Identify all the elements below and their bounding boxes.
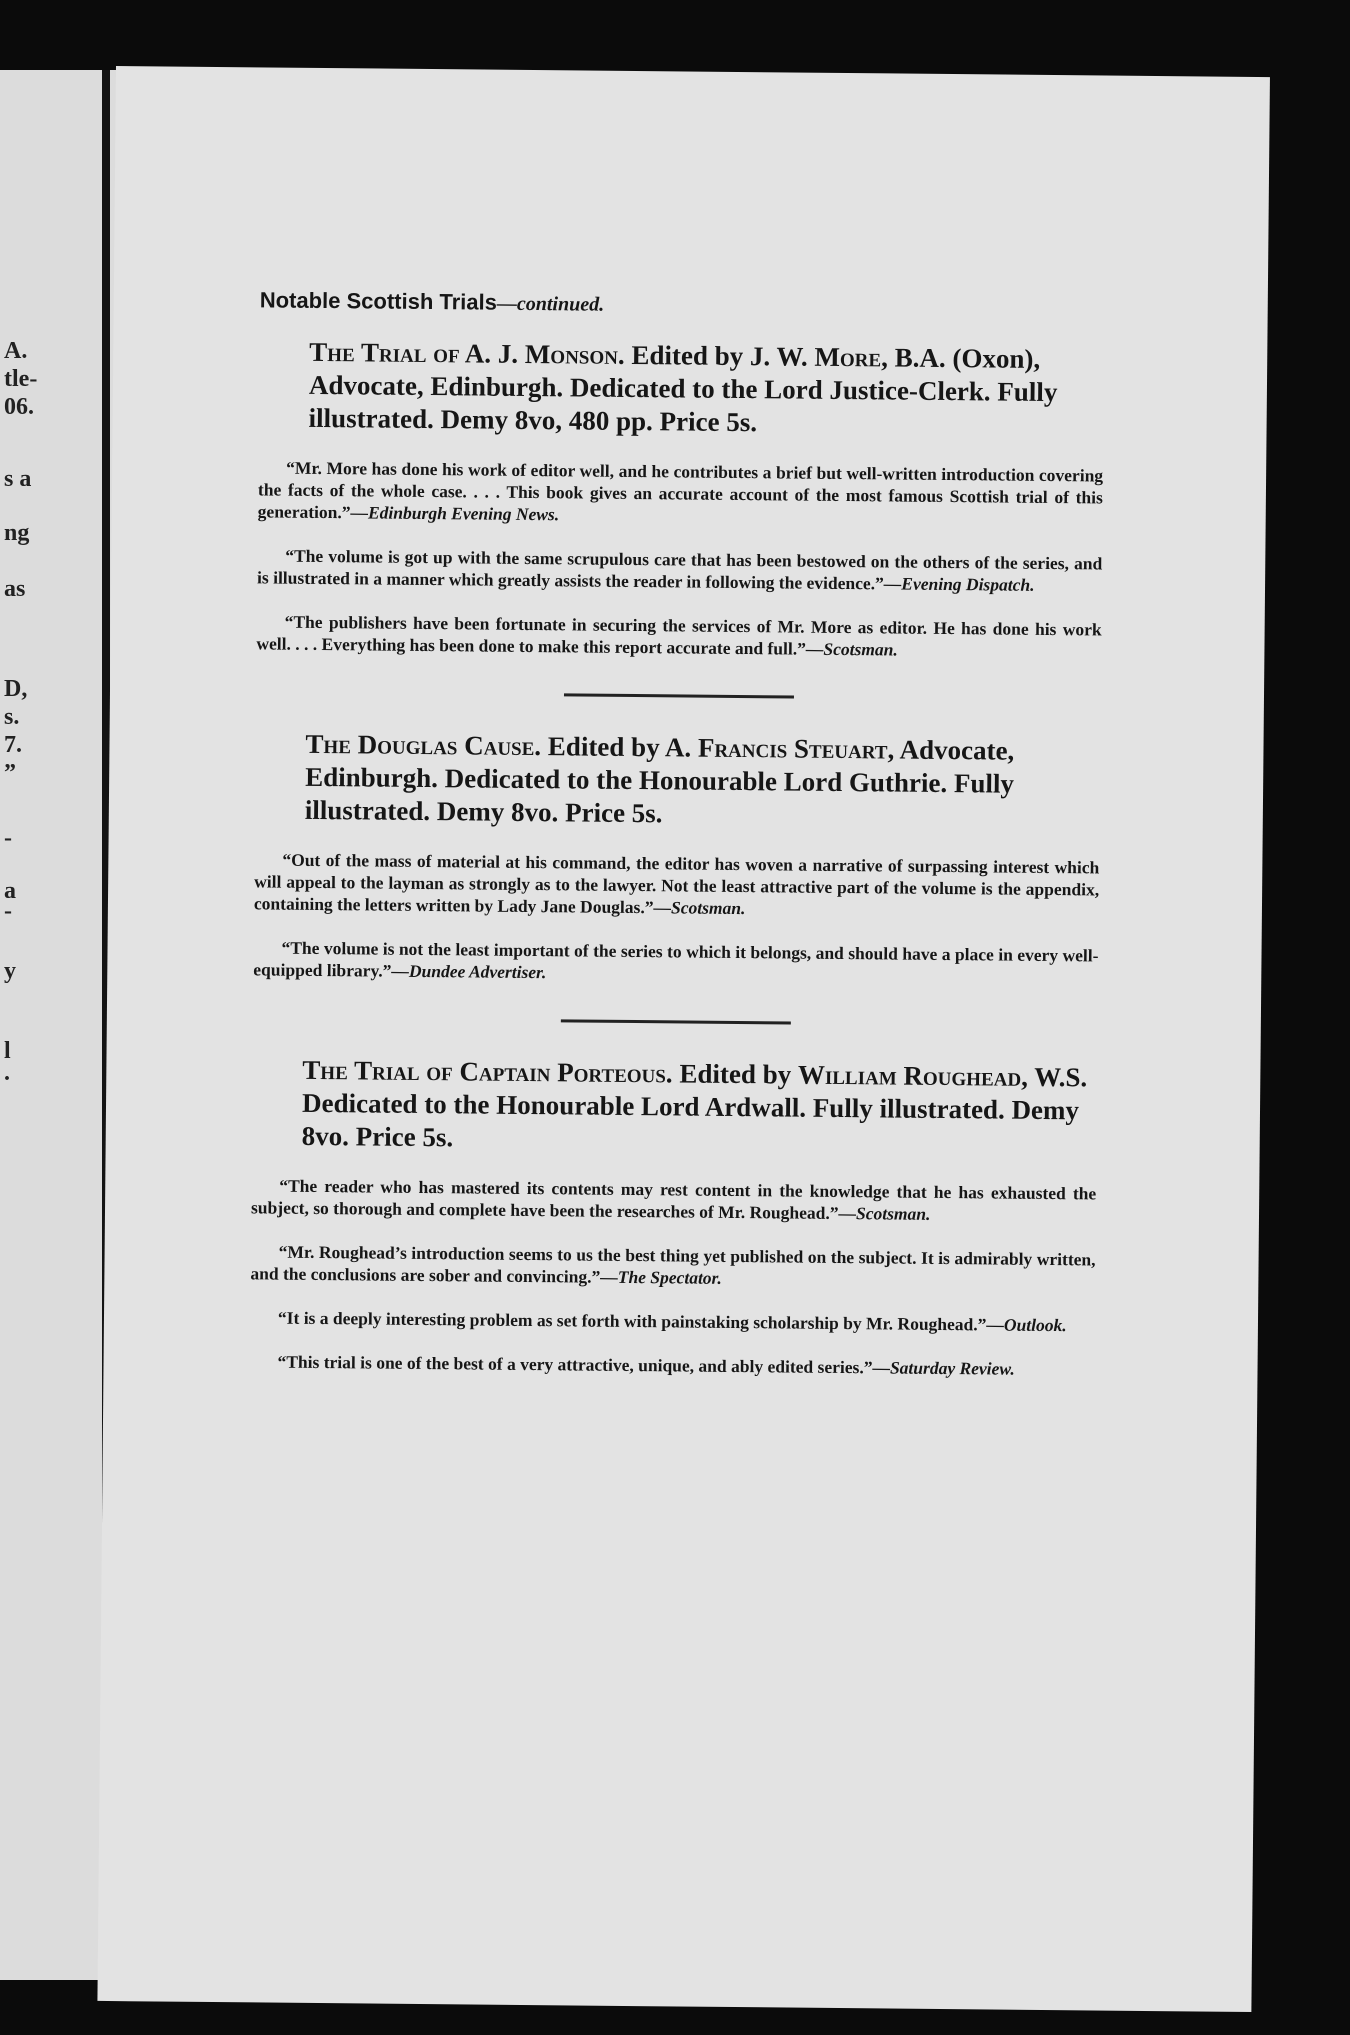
book-description: , B.A. (Oxon), Advocate, Edinburgh. Dedicated to the Lord Justice-Clerk. Fully illustrated. Demy 8vo, 480 pp. Price 5s.: [308, 342, 1058, 438]
review-source: —Saturday Review.: [872, 1357, 1015, 1379]
book-entry-douglas: [305, 728, 1101, 835]
book-description: Edited by: [672, 1058, 799, 1090]
book-description: , Advocate, Edinburgh. Dedicated to the Honourable Lord Guthrie. Fully illustrated. Demy 8vo. Price 5s.: [304, 734, 1015, 829]
book-title: The Douglas Cause.: [305, 728, 542, 762]
review-source: —Edinburgh Evening News.: [350, 502, 560, 525]
book-description: , W.S. Dedicated to the Honourable Lord Ardwall. Fully illustrated. Demy 8vo. Price 5s.: [301, 1061, 1088, 1153]
review-quote: [250, 1240, 1095, 1292]
facing-page-fragment: l: [4, 1038, 11, 1064]
book-description: Edited by A.: [540, 731, 699, 763]
book-editor: More: [814, 341, 882, 373]
review-text: “This trial is one of the best of a very attractive, unique, and ably edited series.”: [277, 1351, 873, 1378]
facing-page-fragment: y: [4, 958, 16, 984]
review-text: “The reader who has mastered its contents may rest content in the knowledge that he has exhausted the subject, so thorough and complete have been the researches of Mr. Roughead.”: [250, 1175, 1097, 1223]
review-source: —Evening Dispatch.: [883, 573, 1035, 595]
review-text: “Mr. More has done his work of editor well, and he contributes a brief but well-written introduction covering the facts of the whole case. . . . This book gives an accurate account of the most famous Scottish trial of this generation.”: [257, 457, 1104, 523]
review-source: —Scotsman.: [838, 1202, 931, 1224]
facing-page-fragment: -: [4, 898, 12, 924]
facing-page-fragment: as: [4, 576, 26, 602]
facing-page-fragment: ng: [4, 520, 30, 546]
review-source: —Outlook.: [986, 1314, 1067, 1336]
review-quote: [258, 456, 1104, 530]
review-source: —Scotsman.: [653, 897, 746, 919]
book-title: The Trial of Captain Porteous.: [302, 1054, 673, 1089]
review-text: “The publishers have been fortunate in securing the services of Mr. More as editor. He has done his work well. . . . Everything has been done to make this report accurate and full.”: [256, 611, 1102, 659]
facing-page-fragment: s.: [4, 704, 20, 730]
book-editor: Francis Steuart: [697, 732, 888, 765]
section-divider: [563, 693, 793, 698]
book-entry-monson: [308, 336, 1104, 443]
catalogue-page: [97, 66, 1270, 2012]
review-quote: [254, 848, 1100, 922]
review-quote: [249, 1350, 1094, 1380]
facing-page-fragment: tle-: [4, 366, 38, 392]
running-head: [260, 287, 1105, 321]
facing-page-fragment: 06.: [4, 394, 34, 420]
review-source: —Dundee Advertiser.: [391, 960, 547, 983]
review-text: “Out of the mass of material at his command, the editor has woven a narrative of surpassing interest which will appeal to the layman as strongly as to the lawyer. Not the least attractive part of the volume is the appendix, containing the letters written by Lady Jane Douglas.”: [253, 849, 1100, 918]
facing-page-fragment: 7.: [4, 732, 22, 758]
review-quote: [251, 1174, 1096, 1226]
facing-page-fragment: s a: [4, 466, 32, 492]
review-quote: [256, 610, 1101, 662]
continued-label: —continued.: [496, 292, 605, 316]
book-description: Edited by J. W.: [624, 339, 815, 372]
review-source: —Scotsman.: [805, 638, 898, 660]
book-editor: William Roughead: [797, 1059, 1022, 1092]
facing-page-fragment: -: [4, 825, 12, 851]
book-entry-porteous: [302, 1054, 1098, 1161]
review-text: “The volume is got up with the same scrupulous care that has been bestowed on the others of the series, and is illustrated in a manner which greatly assists the reader in following the evidence.”: [257, 545, 1103, 594]
facing-page-fragment: D,: [4, 676, 28, 702]
facing-page-fragment: .: [4, 1060, 10, 1086]
review-text: “The volume is not the least important of the series to which it belongs, and should have a place in every well-equipped library.”: [253, 937, 1099, 981]
section-divider: [560, 1019, 790, 1024]
review-quote: [253, 936, 1098, 988]
review-text: “Mr. Roughead’s introduction seems to us the best thing yet published on the subject. It is admirably written, and the conclusions are sober and convincing.”: [250, 1241, 1096, 1287]
series-title: Notable Scottish Trials: [259, 287, 498, 315]
review-source: —The Spectator.: [600, 1266, 722, 1288]
review-text: “It is a deeply interesting problem as set forth with painstaking scholarship by Mr. Roughead.”: [277, 1307, 987, 1335]
facing-page-fragment: ”: [4, 760, 16, 786]
book-title: The Trial of A. J. Monson.: [309, 336, 625, 370]
review-quote: [250, 1306, 1095, 1336]
page-content: [249, 287, 1105, 1402]
facing-page-fragment: a: [4, 878, 16, 904]
facing-page-fragment: A.: [4, 338, 28, 364]
review-quote: [257, 544, 1102, 596]
